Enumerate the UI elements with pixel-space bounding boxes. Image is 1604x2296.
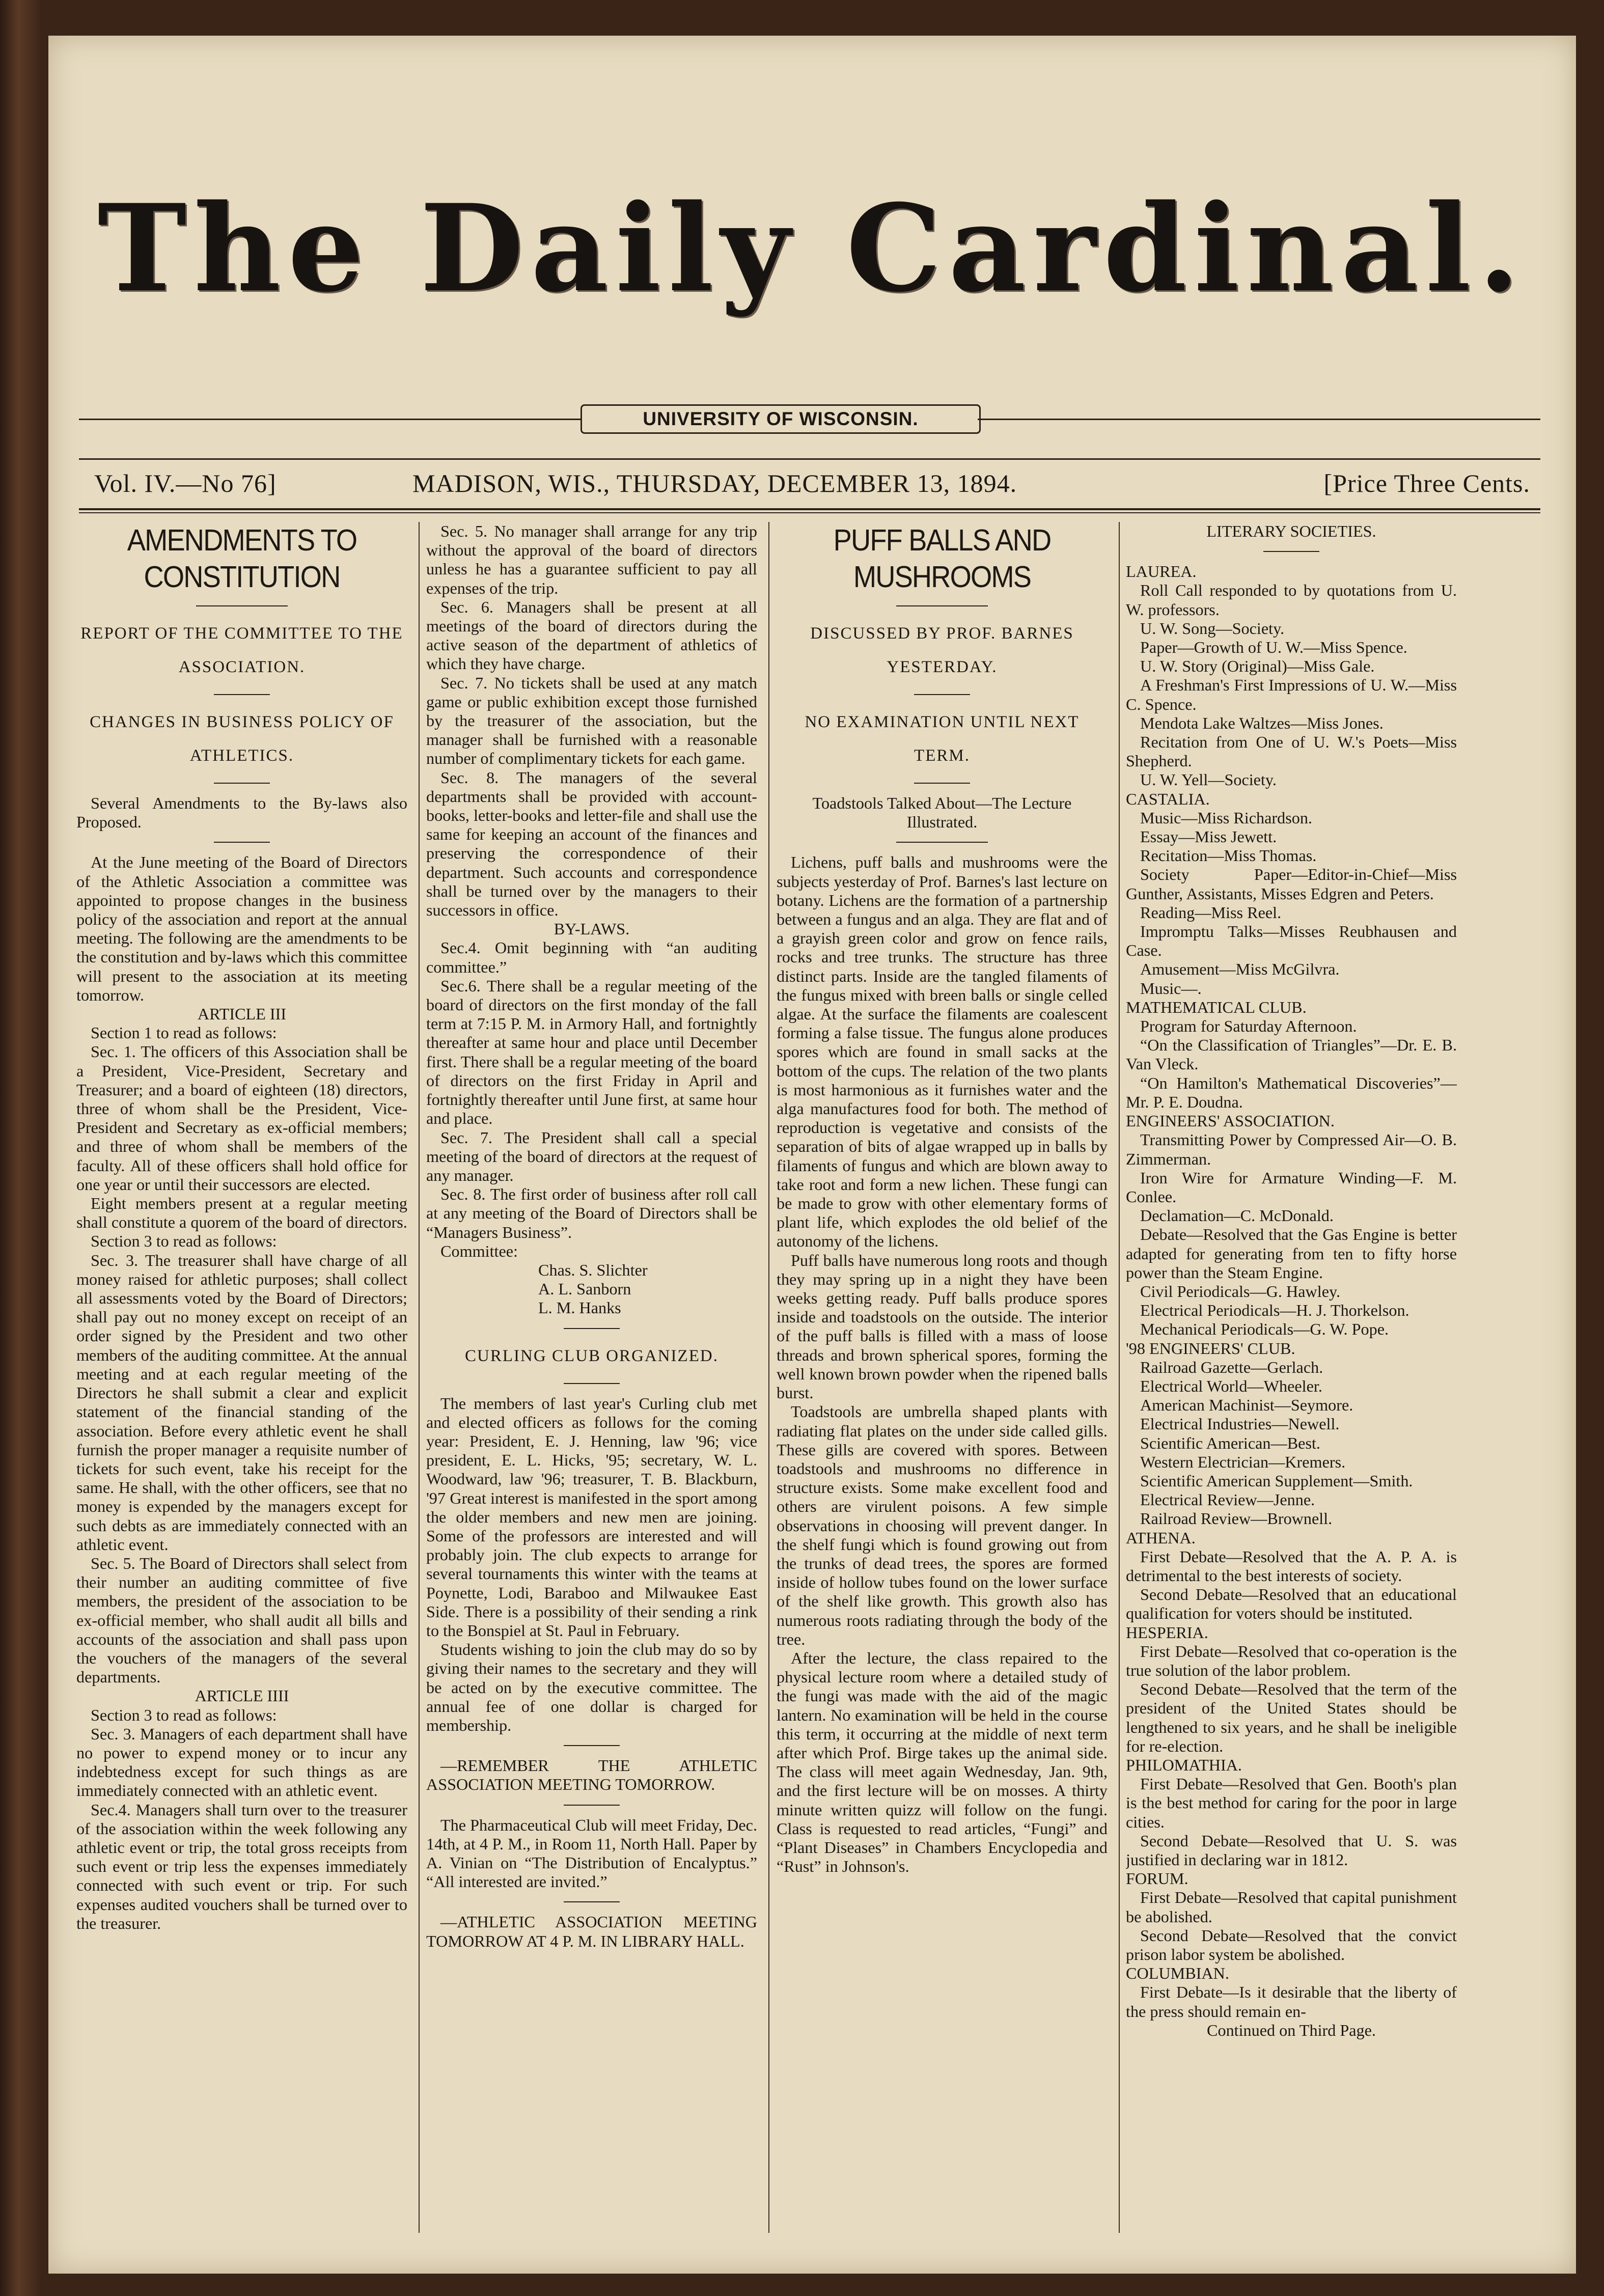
paragraph: Sec. 1. The officers of this Association shall be a President, Vice-President, Secretary and Treasurer; and a board of eighteen (18) directors, three of whom shall be the President, Vice-President and Secretary as ex-official members; and three of whom shall be members of the faculty. All of these officers shall hold office for one year or until their successors are elected. — [76, 1042, 407, 1194]
subheadline: DISCUSSED BY PROF. BARNES YESTERDAY. — [810, 624, 1074, 676]
paragraph: Eight members present at a regular meeting shall constitute a quorem of the board of directors. — [76, 1194, 407, 1232]
paragraph: Sec. 3. The treasurer shall have charge of all money raised for athletic purposes; shall collect all assessments voted by the Board of Directors; shall pay out no money except on receipt of an order signed by the President and two other members of the auditing committee. At the annual meeting and at each regular meeting of the Directors he shall submit a clear and explicit statement of the financial standing of the association. Before every athletic event he shall furnish the proper manager a requisite number of tickets for such event, take his receipt for the same. He shall, with the other officers, see that no money is expended by the managers except for such debts as are immediately connected with an athletic event. — [76, 1251, 407, 1554]
paragraph: A Freshman's First Impressions of U. W.—Miss C. Spence. — [1126, 676, 1457, 713]
separator-rule — [214, 783, 270, 784]
list-label: Committee: — [440, 1241, 518, 1260]
society-name: PHILOMATHIA. — [1126, 1756, 1242, 1774]
separator-rule — [564, 1383, 620, 1384]
university-rule-left — [79, 419, 580, 420]
paragraph: Sec. 5. The Board of Directors shall select from their number an auditing committee of five members, the president of the association to be ex-official member, who shall audit all bills and accounts of the association and shall pass upon the vouchers of the managers of the several departments. — [76, 1554, 407, 1686]
rule-bottom-thin — [79, 512, 1540, 513]
paragraph: Section 1 to read as follows: — [91, 1023, 277, 1042]
signature: Chas. S. Slichter — [538, 1260, 648, 1279]
paragraph: Music—. — [1140, 979, 1202, 998]
paragraph: Railroad Review—Brownell. — [1140, 1509, 1333, 1528]
separator-rule — [214, 694, 270, 695]
paragraph: U. W. Song—Society. — [1140, 619, 1285, 638]
paragraph: Sec. 7. The President shall call a special meeting of the board of directors at the request of any manager. — [426, 1128, 757, 1184]
rule-top — [79, 458, 1540, 460]
paragraph: Second Debate—Resolved that U. S. was justified in declaring war in 1812. — [1126, 1831, 1457, 1869]
section-heading: BY-LAWS. — [554, 920, 630, 938]
newspaper-page — [48, 36, 1576, 2274]
deck: Toadstools Talked About—The Lecture Illustrated. — [812, 794, 1072, 832]
separator-rule — [896, 605, 988, 606]
paragraph: Sec.6. There shall be a regular meeting of the board of directors on the first monday of the fall term at 7:15 P. M. in Armory Hall, and fortnightly thereafter at same hour and place until December first. There shall be a regular meeting of the board of directors on the first Friday in April and fortnightly thereafter until June first, at same hour and place. — [426, 976, 757, 1128]
paragraph: Electrical Periodicals—H. J. Thorkelson. — [1140, 1301, 1409, 1320]
paragraph: Essay—Miss Jewett. — [1140, 827, 1277, 846]
separator-rule — [196, 605, 288, 606]
paragraph: At the June meeting of the Board of Directors of the Athletic Association a committee was appointed to propose changes in the business policy of the association and report at the annual meeting. The following are the amendments to be the constitution and by-laws which this committee will present to the association at its meeting tomorrow. — [76, 853, 407, 1004]
paragraph: U. W. Yell—Society. — [1140, 770, 1277, 789]
paragraph: Western Electrician—Kremers. — [1140, 1452, 1346, 1471]
paragraph: Society Paper—Editor-in-Chief—Miss Gunther, Assistants, Misses Edgren and Peters. — [1126, 865, 1457, 903]
paragraph: Puff balls have numerous long roots and though they may spring up in a night they have been weeks getting ready. Puff balls produce spores inside and toadstools on the outside. The interior of the puff balls is filled with a mass of loose threads and brown spherical spores, forming the well known brown powder when the ripened balls burst. — [777, 1251, 1108, 1402]
section-heading: Continued on Third Page. — [1207, 2021, 1376, 2039]
paragraph: Impromptu Talks—Misses Reubhausen and Case. — [1126, 922, 1457, 960]
paragraph: Sec. 7. No tickets shall be used at any match game or public exhibition except those furnished by the treasurer of the association, but the manager shall be furnished with a reasonable number of complimentary tickets for each game. — [426, 673, 757, 768]
paragraph: —REMEMBER THE ATHLETIC ASSOCIATION MEETING TOMORROW. — [426, 1756, 757, 1794]
headline: AMENDMENTS TO CONSTITUTION — [127, 523, 357, 594]
masthead-title: The Daily Cardinal. — [97, 178, 1527, 319]
signature: L. M. Hanks — [538, 1298, 621, 1317]
paragraph: First Debate—Resolved that capital punishment be abolished. — [1126, 1888, 1457, 1926]
paragraph: Sec. 3. Managers of each department shall have no power to expend money or to incur any indebtedness except for such things as are immediately connected with an athletic event. — [76, 1724, 407, 1800]
paragraph: The Pharmaceutical Club will meet Friday, Dec. 14th, at 4 P. M., in Room 11, North Hall. Paper by A. Vinian on “The Distribution of Encalyptus.” “All interested are invited.” — [426, 1815, 757, 1891]
section-heading: ARTICLE IIII — [195, 1686, 289, 1705]
paragraph: Civil Periodicals—G. Hawley. — [1140, 1282, 1341, 1301]
separator-rule — [564, 1805, 620, 1806]
society-name: ENGINEERS' ASSOCIATION. — [1126, 1112, 1335, 1130]
separator-rule — [564, 1745, 620, 1746]
subheadline: REPORT OF THE COMMITTEE TO THE ASSOCIATION. — [80, 624, 403, 676]
paragraph: Sec.4. Omit beginning with “an auditing committee.” — [426, 938, 757, 976]
headline: PUFF BALLS AND MUSHROOMS — [833, 523, 1051, 594]
paragraph: Amusement—Miss McGilvra. — [1140, 960, 1340, 979]
paragraph: Program for Saturday Afternoon. — [1140, 1017, 1357, 1036]
society-name: LAUREA. — [1126, 562, 1197, 581]
place-date: MADISON, WIS., THURSDAY, DECEMBER 13, 1894. — [412, 469, 1017, 497]
column-divider — [768, 522, 769, 2233]
society-name: ATHENA. — [1126, 1528, 1196, 1547]
deck: LITERARY SOCIETIES. — [1206, 522, 1376, 540]
column-puff-balls — [777, 522, 1108, 2243]
paragraph: Music—Miss Richardson. — [1140, 808, 1312, 827]
paragraph: Lichens, puff balls and mushrooms were the subjects yesterday of Prof. Barnes's last lecture on botany. Lichens are the formation of a partnership between a fungus and an alga. They are flat and of a grayish green color and grow on fence rails, rocks and tree trunks. The structure has three distinct parts. Inside are the tangled filaments of the fungus mixed with breen balls or single celled algae. At the surface the filaments are coalescent forming a false tissue. The fungus alone produces spores which are found in small sacks at the bottom of the cups. The relation of the two plants is most harmonious as it furnishes water and the alga manufactures food for both. The method of reproduction is vegetative and consists of the separation of bits of algae wrapped up in balls by filaments of fungus and which are blown away to take root and form a new lichen. These fungi can be made to grow with other elementary forms of plant life, which explodes the old belief of the autonomy of the lichens. — [777, 853, 1108, 1251]
paragraph: Recitation—Miss Thomas. — [1140, 846, 1317, 865]
paragraph: Declamation—C. McDonald. — [1140, 1206, 1334, 1225]
column-divider — [1119, 522, 1120, 2233]
paragraph: After the lecture, the class repaired to the physical lecture room where a detailed study of the fungi was made with the aid of the magic lantern. No examination will be held in the course this term, it occurring at the middle of next term after which Prof. Birge takes up the animal side. The class will meet again Wednesday, Jan. 9th, and the first lecture will be on mosses. A thirty minute written quizz will follow on the fungi. Class is requested to read articles, “Fungi” and “Plant Diseases” in Chambers Encyclopedia and “Rust” in Johnson's. — [777, 1648, 1108, 1876]
column-divider — [419, 522, 420, 2233]
university-rule-right — [978, 419, 1540, 420]
paragraph: —ATHLETIC ASSOCIATION MEETING TOMORROW AT 4 P. M. IN LIBRARY HALL. — [426, 1913, 757, 1950]
separator-rule — [564, 1328, 620, 1329]
signature: A. L. Sanborn — [538, 1280, 631, 1298]
paragraph: U. W. Story (Original)—Miss Gale. — [1140, 657, 1375, 676]
paragraph: Scientific American—Best. — [1140, 1433, 1320, 1452]
paragraph: First Debate—Resolved that the A. P. A. is detrimental to the best interests of society. — [1126, 1547, 1457, 1585]
paragraph: Sec. 5. No manager shall arrange for any trip without the approval of the board of directors unless he has a guarantee sufficient to pay all expenses of the trip. — [426, 522, 757, 597]
paragraph: First Debate—Resolved that Gen. Booth's plan is the best method for caring for the poor in large cities. — [1126, 1775, 1457, 1831]
paragraph: Second Debate—Resolved that an educational qualification for voters should be instituted. — [1126, 1585, 1457, 1623]
paragraph: Paper—Growth of U. W.—Miss Spence. — [1140, 638, 1407, 657]
separator-rule — [914, 783, 970, 784]
paragraph: Scientific American Supplement—Smith. — [1140, 1471, 1413, 1490]
society-name: '98 ENGINEERS' CLUB. — [1126, 1339, 1295, 1358]
column-literary-societies — [1126, 522, 1457, 2243]
paragraph: Mendota Lake Waltzes—Miss Jones. — [1140, 713, 1384, 732]
society-name: COLUMBIAN. — [1126, 1964, 1229, 1983]
paragraph: American Machinist—Seymore. — [1140, 1396, 1353, 1415]
subheadline: CURLING CLUB ORGANIZED. — [465, 1346, 718, 1365]
paragraph: Electrical World—Wheeler. — [1140, 1376, 1322, 1395]
volume-number: Vol. IV.—No 76] — [94, 469, 276, 497]
paragraph: Section 3 to read as follows: — [91, 1705, 277, 1724]
paragraph: Students wishing to join the club may do so by giving their names to the secretary and they will be acted on by the executive committee. The annual fee of one dollar is charged for membership. — [426, 1640, 757, 1734]
paragraph: Sec. 8. The managers of the several departments shall be provided with account-books, letter-books and letter-file and shall use the same for keeping an account of the finances and preserving the correspondence of their department. Such accounts and correspondence shall be turned over by the managers to their successors in office. — [426, 768, 757, 920]
society-name: HESPERIA. — [1126, 1623, 1208, 1642]
paragraph: Roll Call responded to by quotations from U. W. professors. — [1126, 581, 1457, 619]
separator-rule — [214, 842, 270, 843]
paragraph: Electrical Industries—Newell. — [1140, 1415, 1340, 1433]
society-name: FORUM. — [1126, 1869, 1188, 1888]
subheadline: NO EXAMINATION UNTIL NEXT TERM. — [805, 713, 1080, 765]
university-line — [48, 402, 1576, 433]
paragraph: Transmitting Power by Compressed Air—O. B. Zimmerman. — [1126, 1130, 1457, 1168]
dateline — [94, 468, 1530, 504]
paragraph: Electrical Review—Jenne. — [1140, 1490, 1315, 1509]
paragraph: Reading—Miss Reel. — [1140, 903, 1282, 922]
paragraph: First Debate—Resolved that co-operation is the true solution of the labor problem. — [1126, 1642, 1457, 1679]
paragraph: Sec. 6. Managers shall be present at all meetings of the board of directors during the active season of the department of athletics of which they have charge. — [426, 597, 757, 673]
book-binding — [0, 0, 41, 2296]
paragraph: Section 3 to read as follows: — [91, 1232, 277, 1251]
rule-bottom — [79, 508, 1540, 510]
university-banner: UNIVERSITY OF WISCONSIN. — [580, 404, 981, 434]
paragraph: Iron Wire for Armature Winding—F. M. Conlee. — [1126, 1168, 1457, 1206]
paragraph: “On Hamilton's Mathematical Discoveries”—Mr. P. E. Doudna. — [1126, 1073, 1457, 1111]
separator-rule — [1263, 551, 1319, 552]
paragraph: Several Amendments to the By-laws also Proposed. — [76, 794, 407, 832]
price: [Price Three Cents. — [1323, 469, 1530, 497]
section-heading: ARTICLE III — [197, 1005, 287, 1023]
paragraph: Sec. 8. The first order of business after roll call at any meeting of the Board of Directors shall be “Managers Business”. — [426, 1185, 757, 1241]
paragraph: The members of last year's Curling club met and elected officers as follows for the coming year: President, E. J. Henning, law '96; vice president, E. L. Hicks, '95; secretary, W. L. Woodward, law '96; treasurer, T. B. Blackburn, '97 Great interest is manifested in the sport among the older members and new men are joining. Some of the professors are interested and will probably join. The club expects to arrange for several tournaments this winter with the teams at Poynette, Lodi, Baraboo and Milwaukee East Side. There is a possibility of their sending a rink to the Bonspiel at St. Paul in February. — [426, 1394, 757, 1640]
separator-rule — [896, 842, 988, 843]
paragraph: Railroad Gazette—Gerlach. — [1140, 1358, 1323, 1376]
column-bylaws-curling — [426, 522, 757, 2243]
separator-rule — [914, 694, 970, 695]
paragraph: Debate—Resolved that the Gas Engine is better adapted for generating from ten to fifty horse power than the Steam Engine. — [1126, 1225, 1457, 1282]
column-amendments — [76, 522, 407, 2243]
paragraph: Toadstools are umbrella shaped plants with radiating flat plates on the under side called gills. These gills are covered with spores. Between toadstools and mushrooms no difference in structure exists. Some make excellent food and others are virulent poisons. A few simple observations in choosing will prevent danger. In the shelf fungi which is found growing out from the trunks of dead trees, the spores are formed inside of hollow tubes found on the lower surface of the shelf like growth. This growth also has numerous roots radiating through the body of the tree. — [777, 1402, 1108, 1648]
paragraph: Mechanical Periodicals—G. W. Pope. — [1140, 1320, 1389, 1339]
paragraph: Sec.4. Managers shall turn over to the treasurer of the association within the week following any athletic event or trip, the total gross receipts from such event or trip less the expenses immediately connected with such event or trip. For such expenses audited vouchers shall be turned over to the treasurer. — [76, 1800, 407, 1932]
paragraph: Second Debate—Resolved that the term of the president of the United States should be lengthened to six years, and he shall be ineligible for re-election. — [1126, 1680, 1457, 1755]
paragraph: First Debate—Is it desirable that the liberty of the press should remain en- — [1126, 1983, 1457, 2021]
paragraph: “On the Classification of Triangles”—Dr. E. B. Van Vleck. — [1126, 1036, 1457, 1073]
subheadline: CHANGES IN BUSINESS POLICY OF ATHLETICS. — [90, 713, 394, 765]
paragraph: Recitation from One of U. W.'s Poets—Miss Shepherd. — [1126, 733, 1457, 770]
separator-rule — [564, 1901, 620, 1902]
society-name: CASTALIA. — [1126, 789, 1210, 808]
society-name: MATHEMATICAL CLUB. — [1126, 998, 1307, 1016]
paragraph: Second Debate—Resolved that the convict prison labor system be abolished. — [1126, 1926, 1457, 1964]
